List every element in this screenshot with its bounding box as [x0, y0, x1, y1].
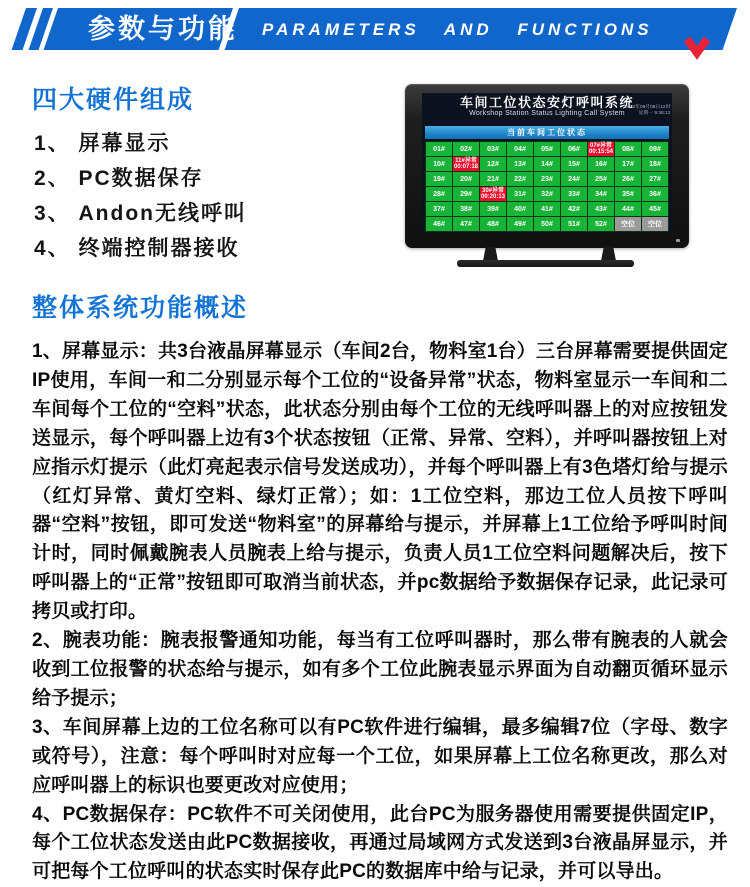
station-cell: 14#	[534, 157, 560, 171]
monitor-screen	[422, 93, 672, 233]
station-cell: 50#	[534, 217, 560, 231]
hardware-list	[32, 126, 412, 266]
station-cell: 24#	[561, 172, 587, 186]
hardware-item: 3、 Andon无线呼叫	[32, 196, 412, 231]
screen-subtitle: Workshop Station Status Lighting Call System	[422, 110, 672, 118]
alarm-station-cell: 07#异常 00:15:54	[588, 142, 614, 156]
screen-header	[422, 93, 672, 125]
station-cell: 22#	[507, 172, 533, 186]
hardware-item: 1、 屏幕显示	[32, 126, 412, 161]
station-cell: 41#	[534, 202, 560, 216]
station-cell: 06#	[561, 142, 587, 156]
status-bar-title: 当前车间工位状态	[425, 126, 669, 139]
station-cell: 45#	[642, 202, 668, 216]
screen-datetime	[624, 105, 670, 116]
station-cell: 32#	[534, 187, 560, 201]
station-cell: 51#	[561, 217, 587, 231]
station-cell: 13#	[507, 157, 533, 171]
overview-paragraphs	[32, 338, 728, 887]
station-cell: 43#	[588, 202, 614, 216]
station-cell: 48#	[480, 217, 506, 231]
station-cell: 03#	[480, 142, 506, 156]
station-cell: 23#	[534, 172, 560, 186]
station-cell: 35#	[615, 187, 641, 201]
overview-heading: 整体系统功能概述	[32, 288, 728, 324]
overview-paragraph: 3、车间屏幕上边的工位名称可以有PC软件进行编辑，最多编辑7位（字母、数字或符号），注意：每个呼叫时对应每一个工位，如果屏幕上工位名称更改，那么对应呼叫器上的标识也要更改对应使用；	[32, 714, 728, 801]
station-cell: 26#	[615, 172, 641, 186]
station-cell: 38#	[453, 202, 479, 216]
datetime-line2: 星期一 9:38:12	[638, 111, 670, 116]
overview-paragraph: 2、腕表功能：腕表报警通知功能，每当有工位呼叫器时，那么带有腕表的人就会收到工位报警的状态给与提示，如有多个工位此腕表显示界面为自动翻页循环显示给予提示；	[32, 627, 728, 714]
red-chevron-down-icon	[683, 36, 711, 63]
station-cell: 12#	[480, 157, 506, 171]
station-cell: 25#	[588, 172, 614, 186]
header-banner	[0, 0, 750, 64]
station-cell: 29#	[453, 187, 479, 201]
monitor-bezel	[405, 84, 689, 248]
tv-monitor	[405, 84, 689, 248]
station-cell: 18#	[642, 157, 668, 171]
station-cell: 33#	[561, 187, 587, 201]
monitor-stand-base	[457, 260, 634, 267]
station-cell: 37#	[426, 202, 452, 216]
station-cell: 08#	[615, 142, 641, 156]
station-cell: 49#	[507, 217, 533, 231]
hardware-item: 2、 PC数据保存	[32, 161, 412, 196]
empty-slot-cell: 空位	[642, 217, 668, 231]
station-cell: 39#	[480, 202, 506, 216]
station-cell: 09#	[642, 142, 668, 156]
station-cell: 31#	[507, 187, 533, 201]
station-cell: 42#	[561, 202, 587, 216]
station-cell: 20#	[453, 172, 479, 186]
hardware-item: 4、 终端控制器接收	[32, 231, 412, 266]
status-grid	[425, 141, 669, 232]
screen-title: 车间工位状态安灯呼叫系统	[422, 96, 672, 110]
alarm-station-cell: 11#异常 00:07:18	[453, 157, 479, 171]
station-cell: 17#	[615, 157, 641, 171]
banner-title-en: PARAMETERS AND FUNCTIONS	[262, 8, 653, 50]
station-cell: 05#	[534, 142, 560, 156]
alarm-station-cell: 30#异常 00:20:13	[480, 187, 506, 201]
banner-title-cn: 参数与功能	[88, 8, 238, 50]
overview-paragraph: 1、屏幕显示：共3台液晶屏幕显示（车间2台，物料室1台）三台屏幕需要提供固定IP使用，车间一和二分别显示每个工位的“设备异常”状态，物料室显示一车间和二车间每个工位的“空料”状态，此状态分别由每个工位的无线呼叫器上的对应按钮发送显示，每个呼叫器上边有3个状态按钮（正常、异常、空料），并呼叫器按钮上对应指示灯提示（此灯亮起表示信号发送成功），并每个呼叫器上有3色塔灯给与提示（红灯异常、黄灯空料、绿灯正常）；如：1工位空料，那边工位人员按下呼叫器“空料”按钮，即可发送“物料室”的屏幕给与提示，并屏幕上1工位给予呼叫时间计时，同时佩戴腕表人员腕表上给与提示，负责人员1工位空料问题解决后，按下呼叫器上的“正常”按钮即可取消当前状态，并pc数据给予数据保存记录，此记录可拷贝或打印。	[32, 338, 728, 627]
station-cell: 47#	[453, 217, 479, 231]
station-cell: 10#	[426, 157, 452, 171]
station-cell: 46#	[426, 217, 452, 231]
station-cell: 15#	[561, 157, 587, 171]
station-cell: 19#	[426, 172, 452, 186]
station-cell: 02#	[453, 142, 479, 156]
station-cell: 52#	[588, 217, 614, 231]
station-cell: 21#	[480, 172, 506, 186]
station-cell: 27#	[642, 172, 668, 186]
station-cell: 04#	[507, 142, 533, 156]
power-indicator	[676, 239, 680, 242]
station-cell: 36#	[642, 187, 668, 201]
datetime-line1: 2022年09月08日12时	[624, 105, 670, 110]
hardware-heading: 四大硬件组成	[32, 80, 728, 116]
station-cell: 28#	[426, 187, 452, 201]
station-cell: 16#	[588, 157, 614, 171]
station-cell: 01#	[426, 142, 452, 156]
empty-slot-cell: 空位	[615, 217, 641, 231]
station-cell: 34#	[588, 187, 614, 201]
station-cell: 40#	[507, 202, 533, 216]
overview-paragraph: 4、PC数据保存：PC软件不可关闭使用，此台PC为服务器使用需要提供固定IP，每个工位状态发送由此PC数据接收，再通过局域网方式发送到3台液晶屏显示，并可把每个工位呼叫的状态实时保存此PC的数据库中给与记录，并可以导出。	[32, 801, 728, 887]
station-cell: 44#	[615, 202, 641, 216]
